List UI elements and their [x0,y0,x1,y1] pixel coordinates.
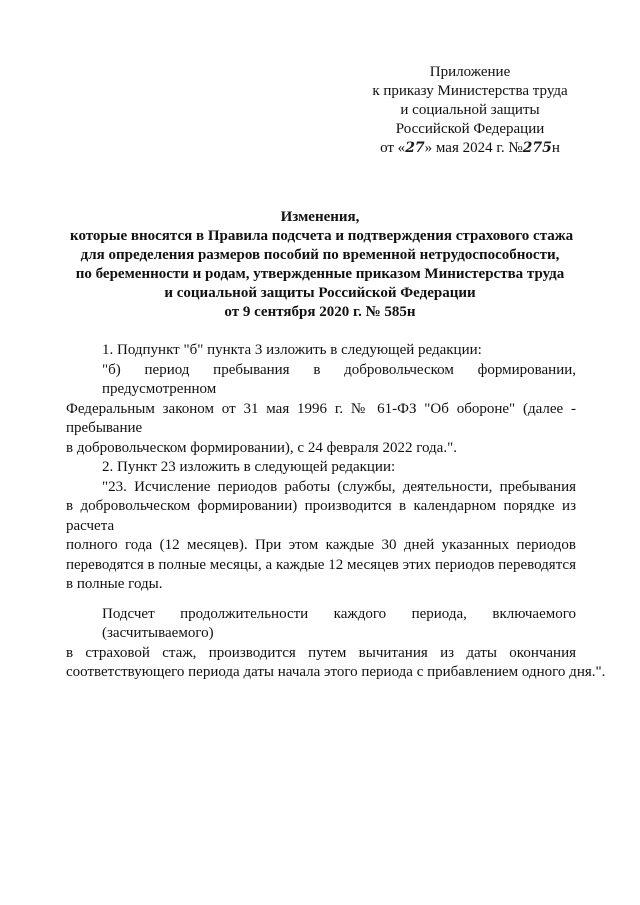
paragraph-2-line-2: Федеральным законом от 31 мая 1996 г. № 61-ФЗ "Об обороне" (далее - пребывание [66,400,576,436]
paragraph-4 [66,478,576,595]
title-line-5: и социальной защиты Российской Федерации [164,285,476,301]
appendix-header [355,63,585,158]
paragraph-spacer [66,595,576,605]
appendix-ministry-line: и социальной защиты [400,102,540,118]
paragraph-4-line-3: полного года (12 месяцев). При этом каждые 30 дней указанных периодов [66,537,576,553]
title-line-2: которые вносятся в Правила подсчета и подтверждения страхового стажа [70,228,574,244]
paragraph-3 [66,458,576,478]
appendix-country-line: Российской Федерации [395,121,545,137]
title-line-1: Изменения, [280,209,360,225]
appendix-date-line [355,139,585,158]
document-title [70,208,574,322]
title-line-3: для определения размеров пособий по временной нетрудоспособности, [80,247,560,263]
appendix-title: Приложение [429,64,511,80]
paragraph-5-line-3: соответствующего периода даты начала этого периода с прибавлением одного дня.". [66,664,606,680]
paragraph-4-line-4: переводятся в полные месяцы, а каждые 12 месяцев этих периодов переводятся [66,556,576,573]
title-line-6: от 9 сентября 2020 г. № 585н [224,304,416,320]
paragraph-4-line-1: "23. Исчисление периодов работы (службы, деятельности, пребывания [102,478,576,495]
date-suffix: н [551,140,560,156]
paragraph-5-line-1: Подсчет продолжительности каждого периода, включаемого (засчитываемого) [102,605,576,641]
paragraph-1 [66,341,576,361]
paragraph-2-line-1: "б) период пребывания в добровольческом формировании, предусмотренном [102,361,576,397]
paragraph-5 [66,605,606,683]
paragraph-2-line-3: в добровольческом формировании), с 24 февраля 2022 года.". [66,439,457,456]
document-body [66,341,606,683]
paragraph-3-line-1: 2. Пункт 23 изложить в следующей редакции: [102,459,396,475]
paragraph-1-line-1: 1. Подпункт "б" пункта 3 изложить в следующей редакции: [102,342,482,358]
title-line-4: по беременности и родам, утвержденные приказом Министерства труда [75,266,565,282]
paragraph-5-line-2: в страховой стаж, производится путем вычитания из даты окончания [66,644,576,661]
appendix-order-line: к приказу Министерства труда [372,83,568,99]
handwritten-order-number: 275 [522,140,552,156]
paragraph-4-line-5: в полные годы. [66,576,163,592]
handwritten-day: 27 [405,140,425,156]
date-prefix: от « [380,140,406,156]
paragraph-2 [66,361,576,459]
paragraph-4-line-2: в добровольческом формировании) производится в календарном порядке из расчета [66,498,576,534]
date-middle: » мая 2024 г. № [424,140,523,156]
